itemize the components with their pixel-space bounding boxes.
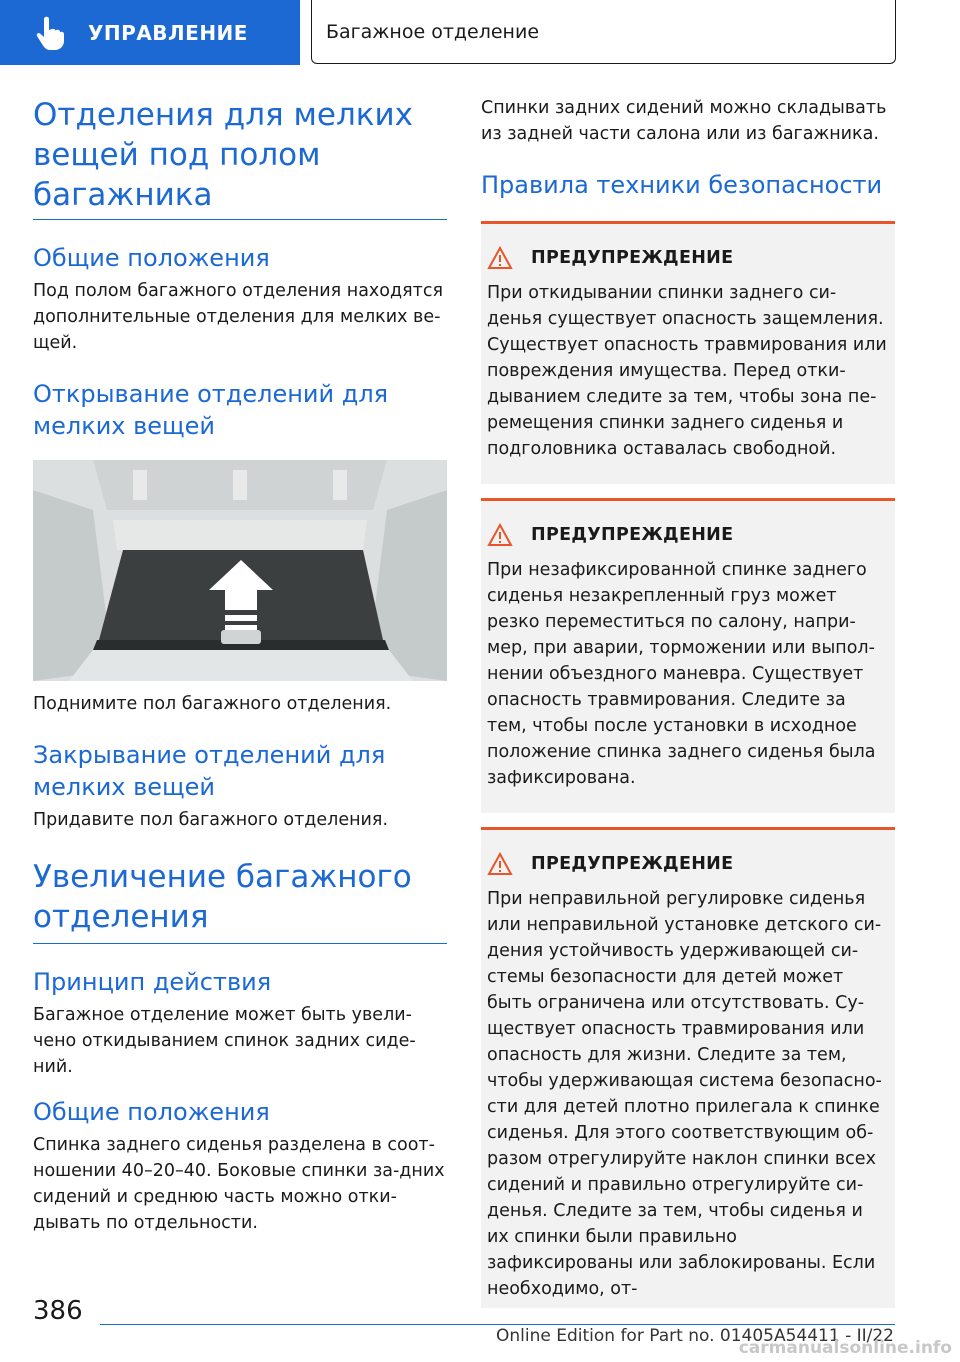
text-fold-intro: Спинки задних сидений можно складывать из задней части салона или из багажника. bbox=[481, 98, 887, 144]
divider bbox=[33, 219, 447, 220]
section-label: Багажное отделение bbox=[326, 20, 540, 43]
heading-small-compartments: Отделения для мелких вещей под полом багажника bbox=[33, 97, 414, 213]
text-principle: Багажное отделение может быть увели-чено откидыванием спинок задних сиде-ний. bbox=[33, 1005, 416, 1077]
warning-text: При откидывании спинки заднего си-денья существует опасность защемления. Существует опасность травмирования или повреждения имущества. Перед отки-дыванием следите за тем, чтобы зона пе-ремещения спинки заднего сиденья и подголовника оставалась свободной. bbox=[487, 283, 887, 459]
heading-principle: Принцип действия bbox=[33, 968, 272, 996]
warning-title: ПРЕДУПРЕЖДЕНИЕ bbox=[531, 525, 734, 545]
heading-enlarge-trunk: Увеличение багажного отделения bbox=[33, 859, 412, 935]
text-general: Под полом багажного отделения находятся дополнительные отделения для мелких ве-щей. bbox=[33, 281, 443, 353]
warning-text: При неправильной регулировке сиденья или неправильной установке детского си-дения устойчивость удерживающей си-стемы безопасности для детей может быть ограничена или отсутствовать. Су-ществует опасность травмирования или опасность для жизни. Следите за тем, чтобы удерживающая система безопасно-сти для детей плотно прилегала к спинке сиденья. Для этого соответствующим об-разом отрегулируйте наклон спинки всех сидений и правильно отрегулируйте си-денья. Следите за тем, чтобы сиденья и их спинки были правильно зафиксированы или заблокированы. Если необходимо, от- bbox=[487, 889, 882, 1299]
left-column bbox=[33, 95, 447, 1236]
warning-triangle-icon bbox=[487, 246, 513, 270]
heading-opening: Открывание отделений для мелких вещей bbox=[33, 380, 389, 440]
heading-general: Общие положения bbox=[33, 244, 270, 272]
warning-box-2 bbox=[481, 498, 895, 813]
watermark: carmanualsonline.info bbox=[738, 1338, 952, 1358]
divider bbox=[33, 943, 447, 944]
touch-hand-icon bbox=[30, 13, 70, 53]
image-caption: Поднимите пол багажного отделения. bbox=[33, 694, 392, 714]
warning-triangle-icon bbox=[487, 852, 513, 876]
section-tab[interactable] bbox=[311, 0, 896, 64]
text-closing: Придавите пол багажного отделения. bbox=[33, 810, 389, 830]
warning-title: ПРЕДУПРЕЖДЕНИЕ bbox=[531, 854, 734, 874]
warning-box-3 bbox=[481, 827, 895, 1308]
footer-divider bbox=[100, 1324, 895, 1325]
warning-triangle-icon bbox=[487, 523, 513, 547]
warning-text: При незафиксированной спинке заднего сиденья незакрепленный груз может резко переместиться по салону, напри-мер, при аварии, торможении или выпол-нении объездного маневра. Существует опасность травмирования. Следите за тем, чтобы после установки в исходное положение спинка заднего сиденья была зафиксирована. bbox=[487, 560, 876, 788]
warning-title: ПРЕДУПРЕЖДЕНИЕ bbox=[531, 248, 734, 268]
heading-closing: Закрывание отделений для мелких вещей bbox=[33, 741, 386, 801]
chapter-label: УПРАВЛЕНИЕ bbox=[88, 20, 248, 45]
heading-safety: Правила техники безопасности bbox=[481, 171, 883, 199]
trunk-floor-image bbox=[33, 460, 447, 681]
page-number: 386 bbox=[33, 1296, 83, 1326]
edition-info: Online Edition for Part no. 01405A54411 - II/22 bbox=[495, 1326, 894, 1346]
chapter-tab[interactable] bbox=[0, 0, 300, 65]
right-column bbox=[481, 95, 895, 1308]
heading-general-2: Общие положения bbox=[33, 1098, 270, 1126]
trunk-illustration bbox=[33, 460, 447, 681]
warning-box-1 bbox=[481, 221, 895, 484]
text-general-2: Спинка заднего сиденья разделена в соот-ношении 40–20–40. Боковые спинки за-дних сидений и среднюю часть можно отки-дывать по отдельности. bbox=[33, 1135, 445, 1233]
